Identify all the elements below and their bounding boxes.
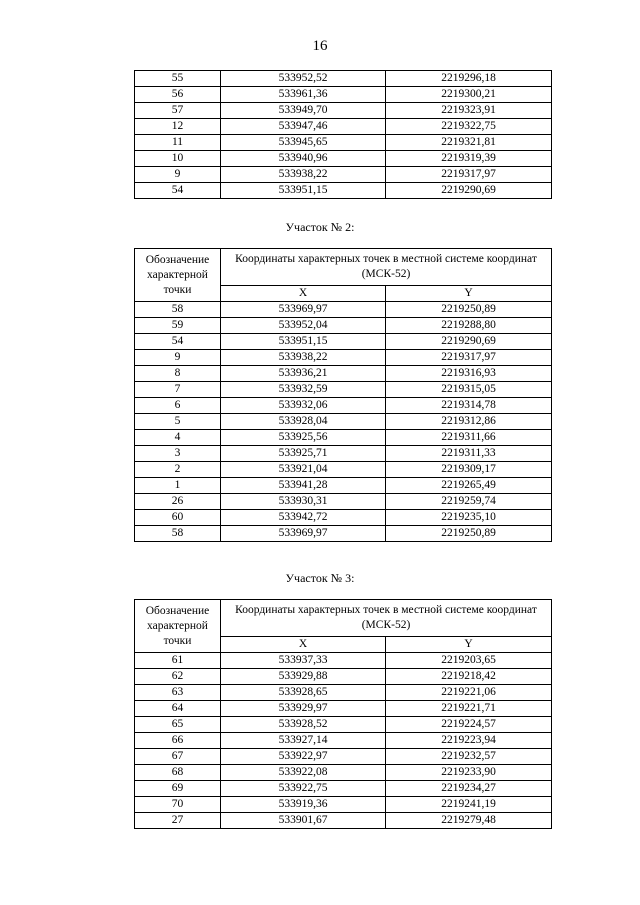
point-number-cell: 5 xyxy=(135,414,221,430)
table-row xyxy=(135,733,552,749)
y-coordinate-cell: 2219319,39 xyxy=(386,151,552,167)
x-coordinate-cell: 533947,46 xyxy=(221,119,386,135)
table-row xyxy=(135,797,552,813)
coords-label-header: Координаты характерных точек в местной системе координат (МСК-52) xyxy=(221,249,552,286)
x-coordinate-cell: 533925,71 xyxy=(221,446,386,462)
y-coordinate-cell: 2219221,71 xyxy=(386,701,552,717)
table-row xyxy=(135,334,552,350)
y-coordinate-cell: 2219300,21 xyxy=(386,87,552,103)
table-row xyxy=(135,414,552,430)
point-number-cell: 67 xyxy=(135,749,221,765)
y-coordinate-cell: 2219311,33 xyxy=(386,446,552,462)
y-column-header: Y xyxy=(386,286,552,302)
point-number-cell: 12 xyxy=(135,119,221,135)
table-row xyxy=(135,494,552,510)
point-number-cell: 63 xyxy=(135,685,221,701)
y-coordinate-cell: 2219234,27 xyxy=(386,781,552,797)
table-row xyxy=(135,366,552,382)
point-number-cell: 11 xyxy=(135,135,221,151)
table-row xyxy=(135,669,552,685)
x-coordinate-cell: 533932,06 xyxy=(221,398,386,414)
x-coordinate-cell: 533928,04 xyxy=(221,414,386,430)
table-row xyxy=(135,526,552,542)
point-number-cell: 2 xyxy=(135,462,221,478)
y-coordinate-cell: 2219322,75 xyxy=(386,119,552,135)
table-row xyxy=(135,167,552,183)
x-coordinate-cell: 533952,04 xyxy=(221,318,386,334)
point-number-cell: 65 xyxy=(135,717,221,733)
x-coordinate-cell: 533952,52 xyxy=(221,71,386,87)
point-label-header: Обозначение характерной точки xyxy=(135,249,221,302)
coords-label-header: Координаты характерных точек в местной системе координат (МСК-52) xyxy=(221,600,552,637)
y-coordinate-cell: 2219317,97 xyxy=(386,350,552,366)
x-column-header: X xyxy=(221,286,386,302)
y-coordinate-cell: 2219290,69 xyxy=(386,183,552,199)
point-number-cell: 66 xyxy=(135,733,221,749)
table-row xyxy=(135,446,552,462)
table-row xyxy=(135,685,552,701)
x-coordinate-cell: 533919,36 xyxy=(221,797,386,813)
y-coordinate-cell: 2219288,80 xyxy=(386,318,552,334)
y-coordinate-cell: 2219224,57 xyxy=(386,717,552,733)
point-number-cell: 3 xyxy=(135,446,221,462)
point-number-cell: 61 xyxy=(135,653,221,669)
y-coordinate-cell: 2219235,10 xyxy=(386,510,552,526)
table-row xyxy=(135,717,552,733)
section-2-coordinates-table xyxy=(134,248,552,542)
x-coordinate-cell: 533945,65 xyxy=(221,135,386,151)
table-row xyxy=(135,87,552,103)
table-row xyxy=(135,478,552,494)
point-number-cell: 8 xyxy=(135,366,221,382)
x-coordinate-cell: 533938,22 xyxy=(221,350,386,366)
point-number-cell: 70 xyxy=(135,797,221,813)
point-number-cell: 62 xyxy=(135,669,221,685)
x-coordinate-cell: 533922,08 xyxy=(221,765,386,781)
x-coordinate-cell: 533925,56 xyxy=(221,430,386,446)
x-coordinate-cell: 533922,97 xyxy=(221,749,386,765)
y-coordinate-cell: 2219323,91 xyxy=(386,103,552,119)
point-number-cell: 55 xyxy=(135,71,221,87)
point-number-cell: 9 xyxy=(135,167,221,183)
table-row xyxy=(135,103,552,119)
y-coordinate-cell: 2219309,17 xyxy=(386,462,552,478)
table-row xyxy=(135,71,552,87)
x-coordinate-cell: 533969,97 xyxy=(221,526,386,542)
y-coordinate-cell: 2219315,05 xyxy=(386,382,552,398)
x-coordinate-cell: 533927,14 xyxy=(221,733,386,749)
point-number-cell: 6 xyxy=(135,398,221,414)
table-row xyxy=(135,398,552,414)
table-row xyxy=(135,510,552,526)
table-row xyxy=(135,183,552,199)
y-coordinate-cell: 2219312,86 xyxy=(386,414,552,430)
point-number-cell: 69 xyxy=(135,781,221,797)
point-number-cell: 1 xyxy=(135,478,221,494)
table-row xyxy=(135,382,552,398)
point-label-header: Обозначение характерной точки xyxy=(135,600,221,653)
section-2-title: Участок № 2: xyxy=(285,220,355,234)
point-number-cell: 54 xyxy=(135,334,221,350)
table-row xyxy=(135,701,552,717)
y-coordinate-cell: 2219233,90 xyxy=(386,765,552,781)
x-coordinate-cell: 533928,65 xyxy=(221,685,386,701)
x-coordinate-cell: 533932,59 xyxy=(221,382,386,398)
x-column-header: X xyxy=(221,637,386,653)
point-number-cell: 26 xyxy=(135,494,221,510)
x-coordinate-cell: 533922,75 xyxy=(221,781,386,797)
y-coordinate-cell: 2219311,66 xyxy=(386,430,552,446)
y-coordinate-cell: 2219241,19 xyxy=(386,797,552,813)
point-number-cell: 9 xyxy=(135,350,221,366)
table-row xyxy=(135,318,552,334)
y-coordinate-cell: 2219321,81 xyxy=(386,135,552,151)
point-number-cell: 54 xyxy=(135,183,221,199)
table-row xyxy=(135,749,552,765)
x-coordinate-cell: 533901,67 xyxy=(221,813,386,829)
table-row xyxy=(135,430,552,446)
y-coordinate-cell: 2219296,18 xyxy=(386,71,552,87)
y-coordinate-cell: 2219314,78 xyxy=(386,398,552,414)
y-coordinate-cell: 2219223,94 xyxy=(386,733,552,749)
x-coordinate-cell: 533929,88 xyxy=(221,669,386,685)
coordinates-table-continued xyxy=(134,70,552,199)
x-coordinate-cell: 533949,70 xyxy=(221,103,386,119)
x-coordinate-cell: 533936,21 xyxy=(221,366,386,382)
x-coordinate-cell: 533969,97 xyxy=(221,302,386,318)
y-coordinate-cell: 2219290,69 xyxy=(386,334,552,350)
y-coordinate-cell: 2219316,93 xyxy=(386,366,552,382)
y-coordinate-cell: 2219250,89 xyxy=(386,526,552,542)
x-coordinate-cell: 533921,04 xyxy=(221,462,386,478)
y-coordinate-cell: 2219232,57 xyxy=(386,749,552,765)
x-coordinate-cell: 533951,15 xyxy=(221,334,386,350)
table-row xyxy=(135,462,552,478)
table-row xyxy=(135,302,552,318)
table-row xyxy=(135,135,552,151)
x-coordinate-cell: 533929,97 xyxy=(221,701,386,717)
point-number-cell: 7 xyxy=(135,382,221,398)
x-coordinate-cell: 533942,72 xyxy=(221,510,386,526)
point-number-cell: 68 xyxy=(135,765,221,781)
point-number-cell: 59 xyxy=(135,318,221,334)
y-coordinate-cell: 2219203,65 xyxy=(386,653,552,669)
y-coordinate-cell: 2219221,06 xyxy=(386,685,552,701)
y-coordinate-cell: 2219265,49 xyxy=(386,478,552,494)
point-number-cell: 60 xyxy=(135,510,221,526)
x-coordinate-cell: 533951,15 xyxy=(221,183,386,199)
point-number-cell: 58 xyxy=(135,302,221,318)
point-number-cell: 4 xyxy=(135,430,221,446)
point-number-cell: 64 xyxy=(135,701,221,717)
y-column-header: Y xyxy=(386,637,552,653)
table-row xyxy=(135,813,552,829)
table-row xyxy=(135,151,552,167)
table-row xyxy=(135,119,552,135)
page-number: 16 xyxy=(312,38,328,54)
x-coordinate-cell: 533938,22 xyxy=(221,167,386,183)
table-row xyxy=(135,350,552,366)
point-number-cell: 58 xyxy=(135,526,221,542)
x-coordinate-cell: 533928,52 xyxy=(221,717,386,733)
point-number-cell: 57 xyxy=(135,103,221,119)
y-coordinate-cell: 2219279,48 xyxy=(386,813,552,829)
y-coordinate-cell: 2219259,74 xyxy=(386,494,552,510)
point-number-cell: 56 xyxy=(135,87,221,103)
x-coordinate-cell: 533937,33 xyxy=(221,653,386,669)
x-coordinate-cell: 533930,31 xyxy=(221,494,386,510)
table-row xyxy=(135,781,552,797)
point-number-cell: 27 xyxy=(135,813,221,829)
y-coordinate-cell: 2219250,89 xyxy=(386,302,552,318)
table-row xyxy=(135,765,552,781)
x-coordinate-cell: 533961,36 xyxy=(221,87,386,103)
y-coordinate-cell: 2219218,42 xyxy=(386,669,552,685)
x-coordinate-cell: 533941,28 xyxy=(221,478,386,494)
x-coordinate-cell: 533940,96 xyxy=(221,151,386,167)
section-3-title: Участок № 3: xyxy=(285,571,355,585)
point-number-cell: 10 xyxy=(135,151,221,167)
table-row xyxy=(135,653,552,669)
y-coordinate-cell: 2219317,97 xyxy=(386,167,552,183)
section-3-coordinates-table xyxy=(134,599,552,829)
